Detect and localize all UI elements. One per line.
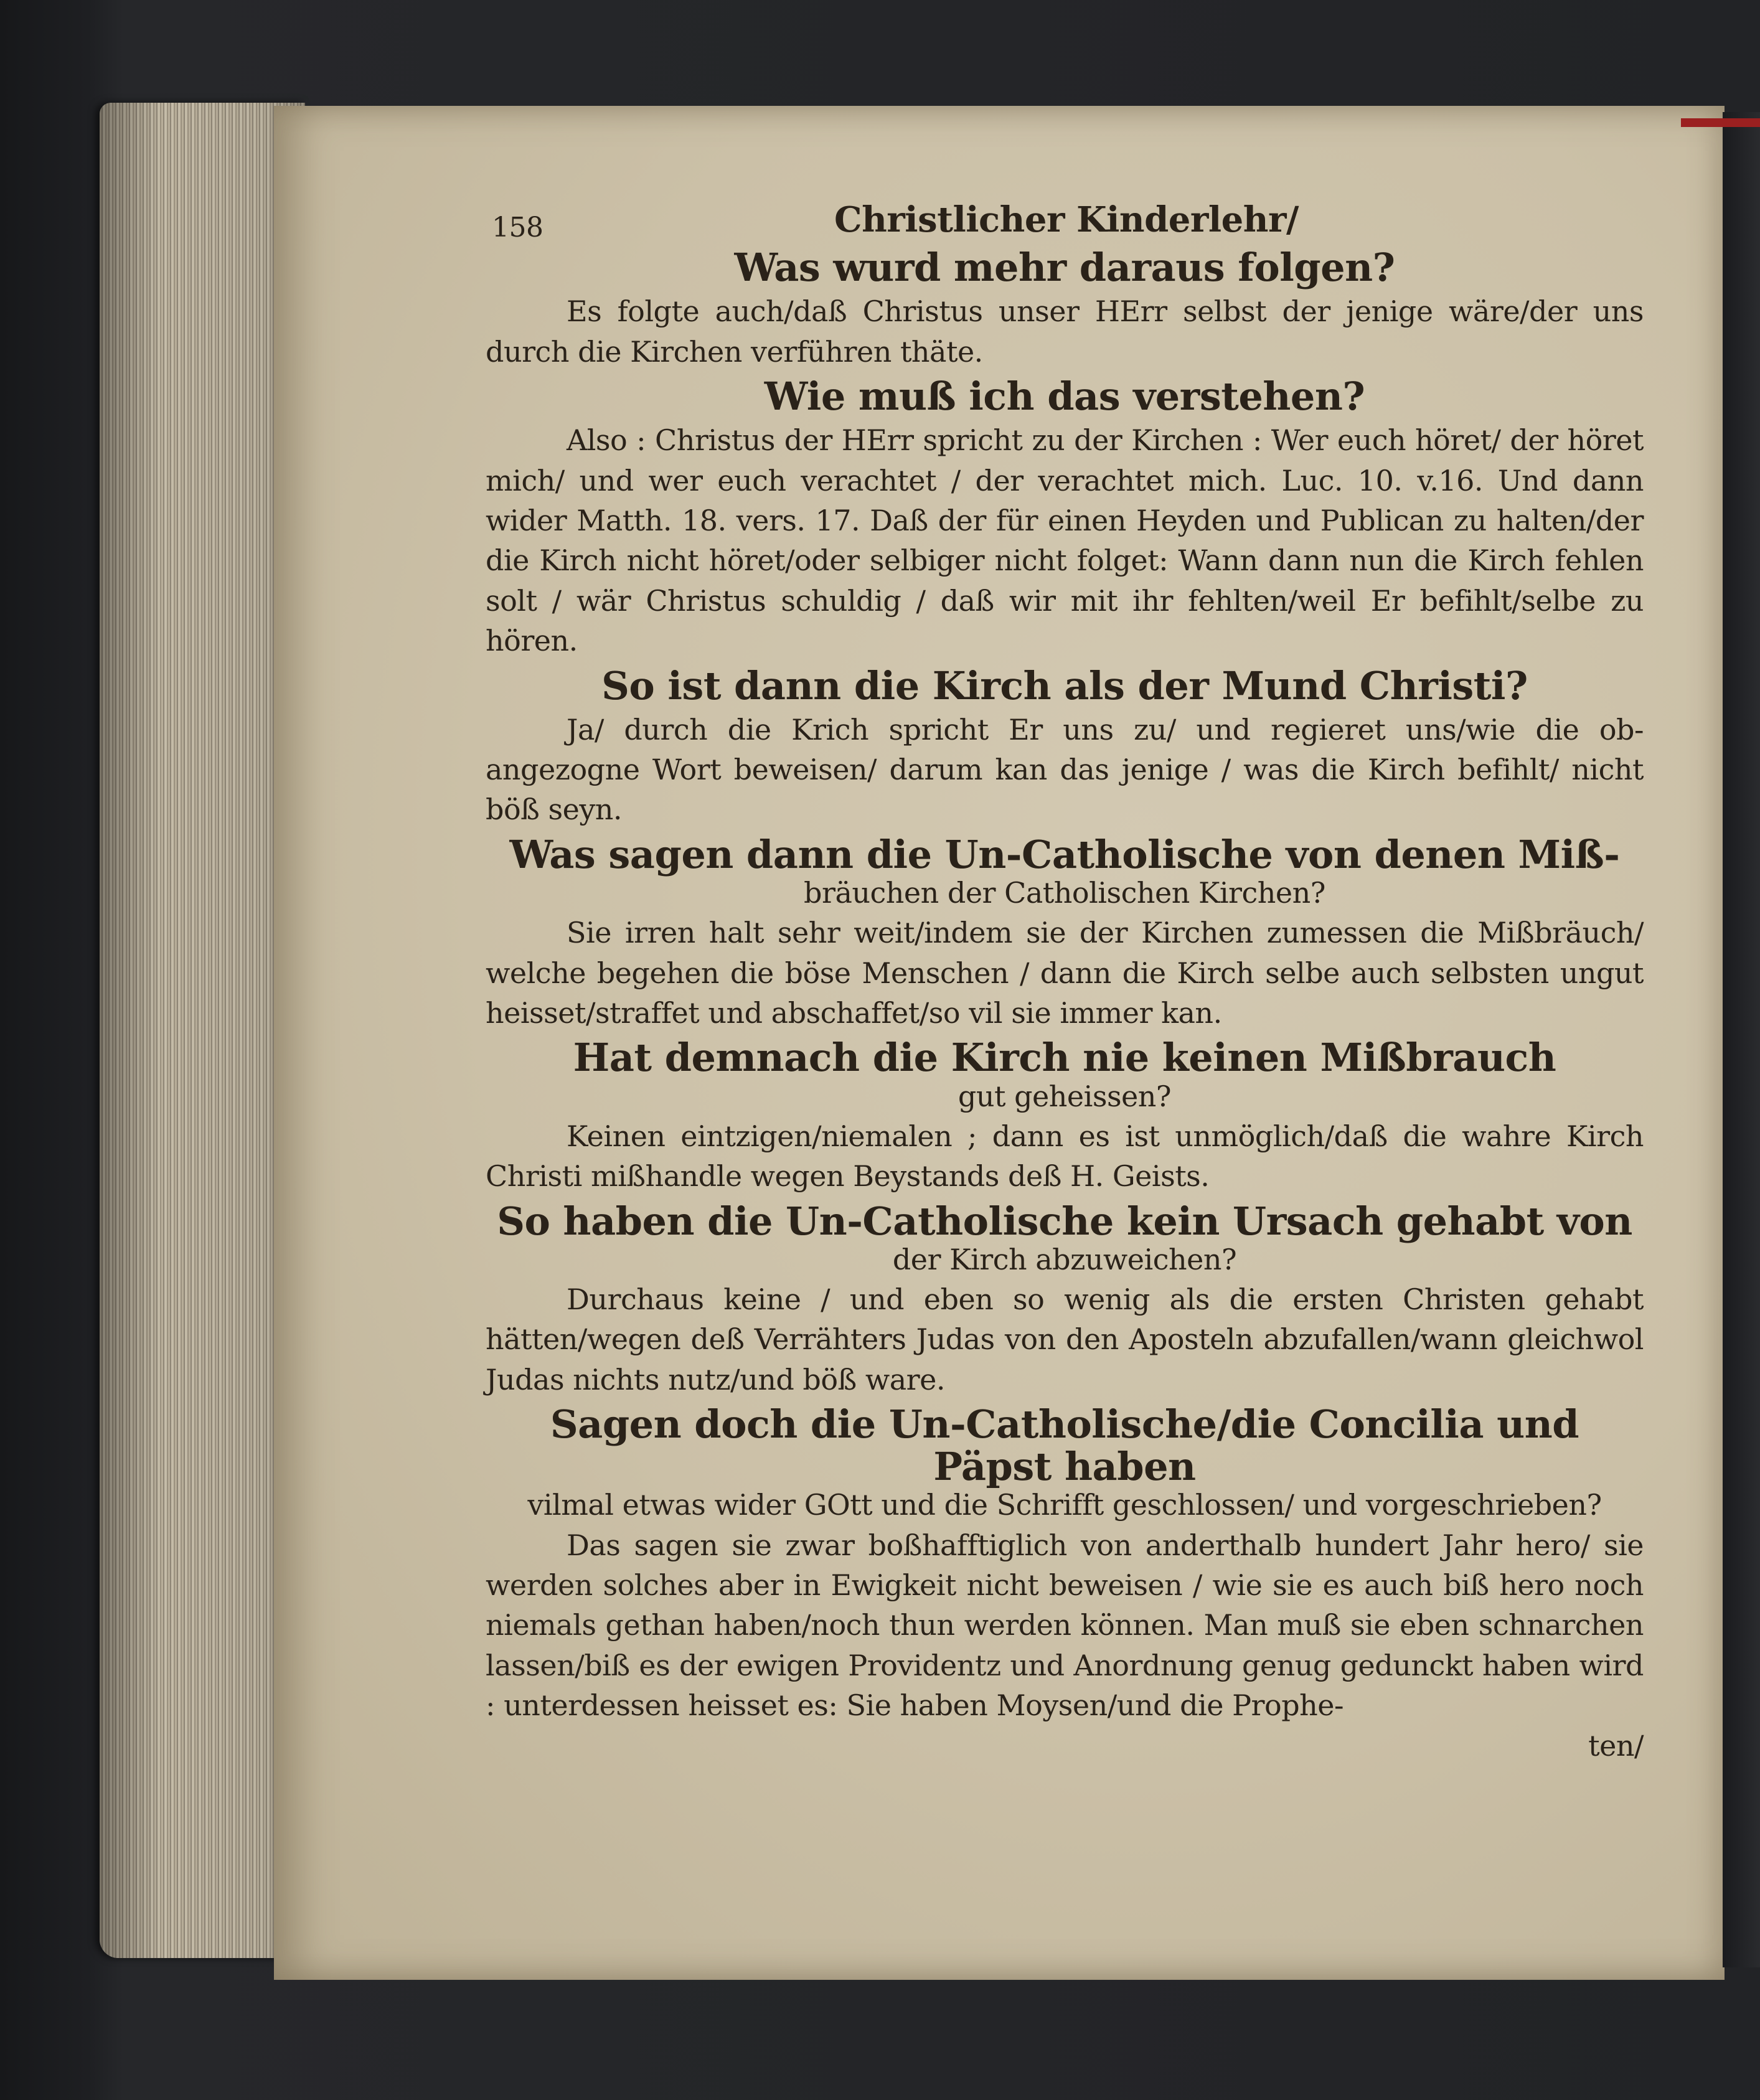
- answer-7: Das sagen sie zwar boßhafftiglich von anderthalb hundert Jahr hero/ sie werden solches aber in Ewigkeit nicht beweisen / wie sie es auch biß hero noch niemals gethan haben/noch thun werden können. Man muß sie eben schnarchen lassen/biß es der ewigen Providentz und Anordnung genug gedunckt haben wird : unterdessen heisset es: Sie haben Moysen/und die Prophe-: [486, 1528, 1644, 1723]
- catchword: ten/: [1588, 1728, 1644, 1763]
- page-number: 158: [492, 212, 544, 243]
- question-7-main: Sagen doch die Un-Catholische/die Concilia und Päpst haben: [550, 1401, 1579, 1490]
- question-6-sub: der Kirch abzuweichen?: [892, 1242, 1237, 1276]
- question-7: [486, 1403, 1644, 1523]
- answer-2: Also : Christus der HErr spricht zu der Kirchen : Wer euch höret/ der höret mich/ und wer euch verachtet / der verachtet mich. Luc. 10. v.16. Und dann wider Matth. 18. vers. 17. Daß der für einen Heyden und Publican zu halten/der die Kirch nicht höret/oder selbiger nicht folget: Wann dann nun die Kirch fehlen solt / wär Christus schuldig / daß wir mit ihr fehlten/weil Er befihlt/selbe zu hören.: [486, 423, 1644, 658]
- question-6: [486, 1200, 1644, 1277]
- answer-4: Sie irren halt sehr weit/indem sie der Kirchen zumessen die Mißbräuch/ welche begehen die böse Menschen / dann die Kirch selbe auch selbsten ungut heisset/straffet und abschaffet/so vil sie immer kan.: [486, 916, 1644, 1030]
- answer-3: Ja/ durch die Krich spricht Er uns zu/ und regieret uns/wie die ob-angezogne Wort beweisen/ darum kan das jenige / was die Kirch befihlt/ nicht böß seyn.: [486, 712, 1644, 827]
- red-page-marker: [1681, 118, 1760, 127]
- facing-page-shadow: [1723, 112, 1760, 1967]
- question-5: [486, 1037, 1644, 1113]
- answer-5: Keinen eintzigen/niemalen ; dann es ist unmöglich/daß die wahre Kirch Christi mißhandle wegen Beystands deß H. Geists.: [486, 1119, 1644, 1194]
- question-4: [486, 831, 1644, 910]
- answer-6: Durchaus keine / und eben so wenig als die ersten Christen gehabt hätten/wegen deß Verrähters Judas von den Aposteln abzufallen/wann gleichwol Judas nichts nutz/und böß ware.: [486, 1282, 1644, 1396]
- question-1: Was wurd mehr daraus folgen?: [734, 245, 1395, 290]
- answer-1: Es folgte auch/daß Christus unser HErr selbst der jenige wäre/der uns durch die Kirchen verführen thäte.: [486, 294, 1644, 369]
- question-7-sub: vilmal etwas wider GOtt und die Schrifft geschlossen/ und vorgeschrieben?: [527, 1488, 1602, 1522]
- question-3: So ist dann die Kirch als der Mund Christi?: [601, 662, 1528, 709]
- question-2: Wie muß ich das verstehen?: [764, 373, 1365, 419]
- page-text: [486, 187, 1644, 1766]
- running-head: [486, 187, 1644, 243]
- question-5-sub: gut geheissen?: [958, 1079, 1172, 1113]
- question-5-main: Hat demnach die Kirch nie keinen Mißbrauch: [573, 1035, 1556, 1081]
- running-title: Christlicher Kinderlehr/: [834, 199, 1299, 240]
- question-4-main: Was sagen dann die Un-Catholische von denen Miß-: [509, 831, 1620, 877]
- question-4-sub: bräuchen der Catholischen Kirchen?: [804, 876, 1325, 910]
- question-6-main: So haben die Un-Catholische kein Ursach gehabt von: [497, 1198, 1632, 1244]
